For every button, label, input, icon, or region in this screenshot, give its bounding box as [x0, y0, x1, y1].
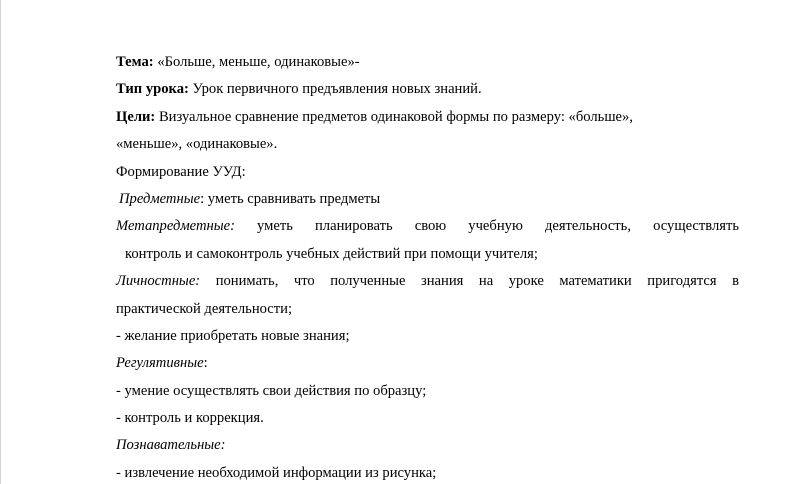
theme-text: «Больше, меньше, одинаковые»- [157, 54, 360, 70]
personal-label: Личностные: [116, 273, 201, 290]
metasubject-continuation: контроль и самоконтроль учебных действий при помощи учителя; [125, 245, 538, 262]
control-line [116, 408, 739, 435]
theme-label: Тема: [116, 54, 154, 70]
cognitive-line [116, 435, 739, 462]
goals-line [116, 107, 739, 134]
control-text: - контроль и коррекция. [116, 410, 264, 427]
extract-info-text: - извлечение необходимой информации из рисунка; [116, 464, 437, 481]
extract-info-line [116, 463, 739, 484]
goals-label: Цели: [116, 108, 156, 125]
uud-heading: Формирование УУД: [116, 163, 246, 180]
goals-continuation: «меньше», «одинаковые». [116, 136, 278, 153]
desire-line [116, 326, 739, 353]
subject-text: : уметь сравнивать предметы [200, 190, 381, 207]
regulatory-line [116, 353, 739, 380]
act-by-sample-line [116, 381, 739, 408]
subject-line [116, 189, 739, 216]
theme-line [116, 52, 739, 79]
lesson-type-label: Тип урока: [116, 81, 189, 98]
metasubject-label: Метапредметные: [116, 218, 235, 235]
lesson-type-text: Урок первичного предъявления новых знаний. [192, 81, 482, 98]
personal-continuation-line [116, 299, 739, 326]
personal-continuation: практической деятельности; [116, 300, 293, 317]
lesson-type-line [116, 79, 739, 106]
regulatory-label: Регулятивные [116, 355, 204, 372]
goals-continuation-line [116, 134, 739, 161]
personal-text: понимать, что полученные знания на уроке математики пригодятся в [215, 273, 739, 290]
subject-label: Предметные [119, 190, 201, 207]
metasubject-line [116, 216, 739, 243]
uud-heading-line [116, 162, 739, 189]
personal-line [116, 271, 739, 298]
page-left-edge [0, 0, 1, 484]
desire-text: - желание приобретать новые знания; [116, 327, 350, 344]
cognitive-label: Познавательные: [116, 437, 226, 454]
metasubject-continuation-line [116, 244, 739, 271]
metasubject-text: уметь планировать свою учебную деятельность, осуществлять [257, 218, 739, 235]
goals-text: Визуальное сравнение предметов одинаковой формы по размеру: «больше», [158, 108, 633, 125]
regulatory-text: : [203, 355, 208, 372]
act-by-sample-text: - умение осуществлять свои действия по образцу; [116, 382, 427, 399]
document-body [116, 52, 739, 484]
